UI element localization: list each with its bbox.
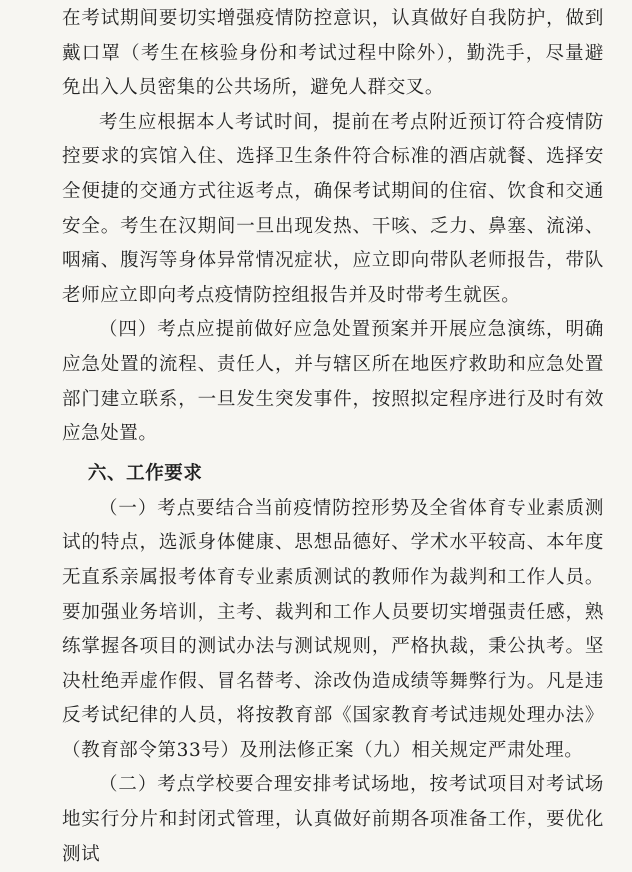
paragraph-venue-arrangement: （二）考点学校要合理安排考试场地，按考试项目对考试场地实行分片和封闭式管理，认真做好前期各项准备工作，要优化测试 [62,774,604,865]
paragraph-epidemic-self-protection: 在考试期间要切实增强疫情防控意识，认真做好自我防护，做到戴口罩（考生在核验身份和考试过程中除外），勤洗手，尽量避免出入人员密集的公共场所，避免人群交叉。 [62,8,604,99]
section-heading-work-requirements: 六、工作要求 [87,462,203,484]
paragraph-emergency-plan: （四）考点应提前做好应急处置预案并开展应急演练，明确应急处置的流程、责任人，并与辖区所在地医疗救助和应急处置部门建立联系，一旦发生突发事件，按照拟定程序进行及时有效应急处置。 [62,319,604,445]
paragraph-accommodation-and-symptoms: 考生应根据本人考试时间，提前在考点附近预订符合疫情防控要求的宾馆入住、选择卫生条件符合标准的酒店就餐、选择安全便捷的交通方式往返考点，确保考试期间的住宿、饮食和交通安全。考生在汉期间一旦出现发热、干咳、乏力、鼻塞、流涕、咽痛、腹泻等身体异常情况症状，应立即向带队老师报告，带队老师应立即向考点疫情防控组报告并及时带考生就医。 [62,111,604,306]
paragraph-examiner-selection: （一）考点要结合当前疫情防控形势及全省体育专业素质测试的特点，选派身体健康、思想品德好、学术水平较高、本年度无直系亲属报考体育专业素质测试的教师作为裁判和工作人员。要加强业务培训，主考、裁判和工作人员要切实增强责任感，熟练掌握各项目的测试办法与测试规则，严格执裁，秉公执考。坚决杜绝弄虚作假、冒名替考、涂改伪造成绩等舞弊行为。凡是违反考试纪律的人员，将按教育部《国家教育考试违规处理办法》（教育部令第33号）及刑法修正案（九）相关规定严肃处理。 [62,497,604,761]
